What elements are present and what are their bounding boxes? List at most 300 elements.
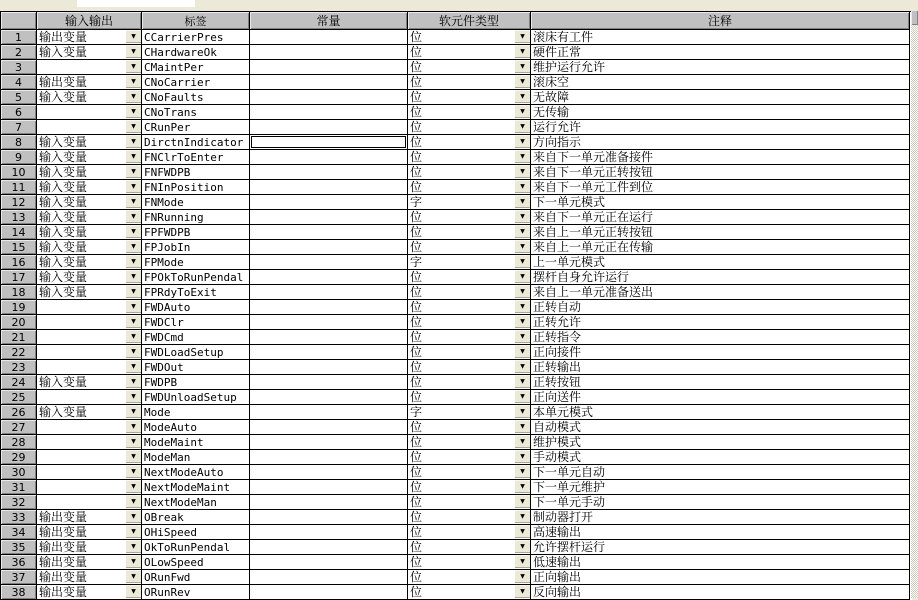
- io-cell[interactable]: [37, 495, 142, 510]
- comment-cell[interactable]: 正转自动: [531, 300, 910, 315]
- row-header[interactable]: 2: [1, 45, 37, 60]
- const-cell[interactable]: [250, 390, 408, 405]
- dropdown-arrow-icon[interactable]: ▼: [126, 420, 141, 433]
- label-cell[interactable]: FWDUnloadSetup: [142, 390, 250, 405]
- comment-cell[interactable]: 滚床有工件: [531, 30, 910, 45]
- type-cell[interactable]: 字 ▼: [408, 405, 531, 420]
- io-cell[interactable]: [37, 345, 142, 360]
- comment-cell[interactable]: 下一单元自动: [531, 465, 910, 480]
- const-cell[interactable]: [250, 540, 408, 555]
- dropdown-arrow-icon[interactable]: ▼: [126, 525, 141, 538]
- dropdown-arrow-icon[interactable]: ▼: [126, 570, 141, 583]
- comment-cell[interactable]: 正转按钮: [531, 375, 910, 390]
- dropdown-arrow-icon[interactable]: ▼: [515, 360, 530, 373]
- comment-cell[interactable]: 本单元模式: [531, 405, 910, 420]
- const-cell[interactable]: [250, 360, 408, 375]
- dropdown-arrow-icon[interactable]: ▼: [126, 255, 141, 268]
- type-cell[interactable]: 位 ▼: [408, 345, 531, 360]
- dropdown-arrow-icon[interactable]: ▼: [126, 465, 141, 478]
- const-cell[interactable]: [250, 135, 408, 150]
- row-header[interactable]: 7: [1, 120, 37, 135]
- type-cell[interactable]: 位 ▼: [408, 435, 531, 450]
- comment-cell[interactable]: 下一单元手动: [531, 495, 910, 510]
- row-header[interactable]: 20: [1, 315, 37, 330]
- io-cell[interactable]: 输入变量 ▼: [37, 45, 142, 60]
- type-cell[interactable]: 字 ▼: [408, 195, 531, 210]
- const-cell[interactable]: [250, 435, 408, 450]
- dropdown-arrow-icon[interactable]: ▼: [515, 270, 530, 283]
- comment-cell[interactable]: 来自上一单元正在传输: [531, 240, 910, 255]
- dropdown-arrow-icon[interactable]: ▼: [515, 390, 530, 403]
- label-cell[interactable]: CHardwareOk: [142, 45, 250, 60]
- dropdown-arrow-icon[interactable]: ▼: [126, 45, 141, 58]
- type-cell[interactable]: 位 ▼: [408, 60, 531, 75]
- row-header[interactable]: 3: [1, 60, 37, 75]
- type-cell[interactable]: 位 ▼: [408, 390, 531, 405]
- label-cell[interactable]: FWDCmd: [142, 330, 250, 345]
- const-cell[interactable]: [250, 330, 408, 345]
- label-cell[interactable]: FPRdyToExit: [142, 285, 250, 300]
- dropdown-arrow-icon[interactable]: ▼: [515, 300, 530, 313]
- row-header[interactable]: 6: [1, 105, 37, 120]
- comment-cell[interactable]: 摆杆自身允许运行: [531, 270, 910, 285]
- const-cell[interactable]: [250, 195, 408, 210]
- label-cell[interactable]: FNInPosition: [142, 180, 250, 195]
- row-header[interactable]: 17: [1, 270, 37, 285]
- io-cell[interactable]: 输入变量 ▼: [37, 135, 142, 150]
- io-cell[interactable]: 输入变量 ▼: [37, 225, 142, 240]
- comment-cell[interactable]: 正向接件: [531, 345, 910, 360]
- io-cell[interactable]: [37, 60, 142, 75]
- type-cell[interactable]: 位 ▼: [408, 90, 531, 105]
- dropdown-arrow-icon[interactable]: ▼: [515, 330, 530, 343]
- dropdown-arrow-icon[interactable]: ▼: [515, 420, 530, 433]
- label-cell[interactable]: FWDPB: [142, 375, 250, 390]
- row-header[interactable]: 25: [1, 390, 37, 405]
- label-cell[interactable]: OBreak: [142, 510, 250, 525]
- io-cell[interactable]: [37, 105, 142, 120]
- row-header[interactable]: 36: [1, 555, 37, 570]
- io-cell[interactable]: [37, 435, 142, 450]
- io-cell[interactable]: 输出变量 ▼: [37, 525, 142, 540]
- const-cell[interactable]: [250, 270, 408, 285]
- dropdown-arrow-icon[interactable]: ▼: [126, 120, 141, 133]
- label-cell[interactable]: FNRunning: [142, 210, 250, 225]
- const-cell[interactable]: [250, 375, 408, 390]
- const-cell[interactable]: [250, 75, 408, 90]
- label-cell[interactable]: FWDAuto: [142, 300, 250, 315]
- label-cell[interactable]: CRunPer: [142, 120, 250, 135]
- row-header[interactable]: 33: [1, 510, 37, 525]
- const-cell[interactable]: [250, 60, 408, 75]
- const-cell[interactable]: [250, 450, 408, 465]
- dropdown-arrow-icon[interactable]: ▼: [126, 315, 141, 328]
- comment-cell[interactable]: 正向输出: [531, 570, 910, 585]
- row-header[interactable]: 31: [1, 480, 37, 495]
- dropdown-arrow-icon[interactable]: ▼: [515, 585, 530, 598]
- type-cell[interactable]: 位 ▼: [408, 285, 531, 300]
- io-cell[interactable]: [37, 120, 142, 135]
- dropdown-arrow-icon[interactable]: ▼: [126, 360, 141, 373]
- dropdown-arrow-icon[interactable]: ▼: [515, 525, 530, 538]
- const-cell[interactable]: [250, 570, 408, 585]
- row-header[interactable]: 21: [1, 330, 37, 345]
- comment-cell[interactable]: 手动模式: [531, 450, 910, 465]
- dropdown-arrow-icon[interactable]: ▼: [515, 240, 530, 253]
- column-header-comment[interactable]: 注释: [531, 12, 910, 30]
- const-cell[interactable]: [250, 315, 408, 330]
- comment-cell[interactable]: 来自下一单元正在运行: [531, 210, 910, 225]
- type-cell[interactable]: 位 ▼: [408, 180, 531, 195]
- const-cell[interactable]: [250, 90, 408, 105]
- io-cell[interactable]: 输入变量 ▼: [37, 195, 142, 210]
- comment-cell[interactable]: 下一单元模式: [531, 195, 910, 210]
- type-cell[interactable]: 位 ▼: [408, 210, 531, 225]
- type-cell[interactable]: 位 ▼: [408, 555, 531, 570]
- dropdown-arrow-icon[interactable]: ▼: [126, 150, 141, 163]
- dropdown-arrow-icon[interactable]: ▼: [515, 540, 530, 553]
- comment-cell[interactable]: 正向送件: [531, 390, 910, 405]
- const-cell[interactable]: [250, 105, 408, 120]
- dropdown-arrow-icon[interactable]: ▼: [126, 165, 141, 178]
- dropdown-arrow-icon[interactable]: ▼: [515, 435, 530, 448]
- comment-cell[interactable]: 上一单元模式: [531, 255, 910, 270]
- dropdown-arrow-icon[interactable]: ▼: [126, 225, 141, 238]
- type-cell[interactable]: 位 ▼: [408, 75, 531, 90]
- dropdown-arrow-icon[interactable]: ▼: [515, 555, 530, 568]
- type-cell[interactable]: 位 ▼: [408, 450, 531, 465]
- dropdown-arrow-icon[interactable]: ▼: [515, 480, 530, 493]
- comment-cell[interactable]: 正转允许: [531, 315, 910, 330]
- dropdown-arrow-icon[interactable]: ▼: [126, 30, 141, 43]
- const-cell[interactable]: [250, 300, 408, 315]
- row-header[interactable]: 11: [1, 180, 37, 195]
- comment-cell[interactable]: 维护模式: [531, 435, 910, 450]
- const-cell[interactable]: [250, 225, 408, 240]
- type-cell[interactable]: 位 ▼: [408, 225, 531, 240]
- type-cell[interactable]: 位 ▼: [408, 165, 531, 180]
- io-cell[interactable]: [37, 360, 142, 375]
- io-cell[interactable]: 输入变量 ▼: [37, 240, 142, 255]
- dropdown-arrow-icon[interactable]: ▼: [515, 60, 530, 73]
- comment-cell[interactable]: 自动模式: [531, 420, 910, 435]
- io-cell[interactable]: [37, 465, 142, 480]
- comment-cell[interactable]: 无传输: [531, 105, 910, 120]
- comment-cell[interactable]: 低速输出: [531, 555, 910, 570]
- type-cell[interactable]: 位 ▼: [408, 30, 531, 45]
- io-cell[interactable]: 输出变量 ▼: [37, 510, 142, 525]
- label-cell[interactable]: FPOkToRunPendal: [142, 270, 250, 285]
- dropdown-arrow-icon[interactable]: ▼: [126, 300, 141, 313]
- dropdown-arrow-icon[interactable]: ▼: [126, 240, 141, 253]
- comment-cell[interactable]: 方向指示: [531, 135, 910, 150]
- row-header[interactable]: 32: [1, 495, 37, 510]
- label-cell[interactable]: CNoCarrier: [142, 75, 250, 90]
- row-header[interactable]: 10: [1, 165, 37, 180]
- comment-cell[interactable]: 高速输出: [531, 525, 910, 540]
- comment-cell[interactable]: 正转指令: [531, 330, 910, 345]
- io-cell[interactable]: 输出变量 ▼: [37, 75, 142, 90]
- type-cell[interactable]: 位 ▼: [408, 330, 531, 345]
- io-cell[interactable]: 输出变量 ▼: [37, 540, 142, 555]
- dropdown-arrow-icon[interactable]: ▼: [126, 90, 141, 103]
- type-cell[interactable]: 位 ▼: [408, 480, 531, 495]
- dropdown-arrow-icon[interactable]: ▼: [126, 540, 141, 553]
- type-cell[interactable]: 位 ▼: [408, 360, 531, 375]
- dropdown-arrow-icon[interactable]: ▼: [515, 180, 530, 193]
- io-cell[interactable]: [37, 450, 142, 465]
- type-cell[interactable]: 位 ▼: [408, 315, 531, 330]
- dropdown-arrow-icon[interactable]: ▼: [515, 75, 530, 88]
- io-cell[interactable]: 输入变量 ▼: [37, 210, 142, 225]
- io-cell[interactable]: 输入变量 ▼: [37, 150, 142, 165]
- const-cell[interactable]: [250, 120, 408, 135]
- label-cell[interactable]: CCarrierPres: [142, 30, 250, 45]
- dropdown-arrow-icon[interactable]: ▼: [515, 450, 530, 463]
- corner-header-cell[interactable]: [1, 12, 37, 30]
- type-cell[interactable]: 位 ▼: [408, 105, 531, 120]
- io-cell[interactable]: [37, 300, 142, 315]
- label-cell[interactable]: ORunFwd: [142, 570, 250, 585]
- label-cell[interactable]: ORunRev: [142, 585, 250, 600]
- dropdown-arrow-icon[interactable]: ▼: [515, 405, 530, 418]
- type-cell[interactable]: 位 ▼: [408, 270, 531, 285]
- row-header[interactable]: 22: [1, 345, 37, 360]
- row-header[interactable]: 9: [1, 150, 37, 165]
- comment-cell[interactable]: 来自下一单元准备接件: [531, 150, 910, 165]
- dropdown-arrow-icon[interactable]: ▼: [515, 210, 530, 223]
- const-cell[interactable]: [250, 45, 408, 60]
- comment-cell[interactable]: 反向输出: [531, 585, 910, 600]
- dropdown-arrow-icon[interactable]: ▼: [515, 510, 530, 523]
- const-cell[interactable]: [250, 255, 408, 270]
- label-cell[interactable]: NextModeAuto: [142, 465, 250, 480]
- row-header[interactable]: 16: [1, 255, 37, 270]
- dropdown-arrow-icon[interactable]: ▼: [515, 30, 530, 43]
- type-cell[interactable]: 位 ▼: [408, 540, 531, 555]
- dropdown-arrow-icon[interactable]: ▼: [126, 510, 141, 523]
- comment-cell[interactable]: 来自上一单元正转按钮: [531, 225, 910, 240]
- dropdown-arrow-icon[interactable]: ▼: [126, 480, 141, 493]
- column-header-const[interactable]: 常量: [250, 12, 408, 30]
- dropdown-arrow-icon[interactable]: ▼: [515, 90, 530, 103]
- row-header[interactable]: 8: [1, 135, 37, 150]
- label-cell[interactable]: NextModeMaint: [142, 480, 250, 495]
- vertical-scrollbar[interactable]: [911, 10, 918, 598]
- io-cell[interactable]: 输出变量 ▼: [37, 30, 142, 45]
- row-header[interactable]: 19: [1, 300, 37, 315]
- comment-cell[interactable]: 硬件正常: [531, 45, 910, 60]
- label-cell[interactable]: CNoFaults: [142, 90, 250, 105]
- dropdown-arrow-icon[interactable]: ▼: [126, 105, 141, 118]
- label-cell[interactable]: Mode: [142, 405, 250, 420]
- label-cell[interactable]: CNoTrans: [142, 105, 250, 120]
- io-cell[interactable]: [37, 480, 142, 495]
- type-cell[interactable]: 位 ▼: [408, 420, 531, 435]
- const-cell[interactable]: [250, 420, 408, 435]
- row-header[interactable]: 24: [1, 375, 37, 390]
- dropdown-arrow-icon[interactable]: ▼: [515, 105, 530, 118]
- type-cell[interactable]: 位 ▼: [408, 510, 531, 525]
- dropdown-arrow-icon[interactable]: ▼: [515, 285, 530, 298]
- label-cell[interactable]: FPFWDPB: [142, 225, 250, 240]
- io-cell[interactable]: 输入变量 ▼: [37, 255, 142, 270]
- comment-cell[interactable]: 制动器打开: [531, 510, 910, 525]
- label-cell[interactable]: FNMode: [142, 195, 250, 210]
- const-cell[interactable]: [250, 465, 408, 480]
- const-cell[interactable]: [250, 180, 408, 195]
- comment-cell[interactable]: 来自上一单元准备送出: [531, 285, 910, 300]
- comment-cell[interactable]: 滚床空: [531, 75, 910, 90]
- const-cell[interactable]: [250, 285, 408, 300]
- dropdown-arrow-icon[interactable]: ▼: [126, 435, 141, 448]
- type-cell[interactable]: 位 ▼: [408, 300, 531, 315]
- const-cell[interactable]: [250, 495, 408, 510]
- io-cell[interactable]: 输入变量 ▼: [37, 180, 142, 195]
- label-cell[interactable]: OLowSpeed: [142, 555, 250, 570]
- row-header[interactable]: 29: [1, 450, 37, 465]
- row-header[interactable]: 27: [1, 420, 37, 435]
- label-cell[interactable]: FNClrToEnter: [142, 150, 250, 165]
- const-cell[interactable]: [250, 480, 408, 495]
- dropdown-arrow-icon[interactable]: ▼: [126, 390, 141, 403]
- row-header[interactable]: 13: [1, 210, 37, 225]
- type-cell[interactable]: 字 ▼: [408, 255, 531, 270]
- dropdown-arrow-icon[interactable]: ▼: [515, 570, 530, 583]
- row-header[interactable]: 38: [1, 585, 37, 600]
- row-header[interactable]: 30: [1, 465, 37, 480]
- row-header[interactable]: 5: [1, 90, 37, 105]
- dropdown-arrow-icon[interactable]: ▼: [515, 135, 530, 148]
- row-header[interactable]: 14: [1, 225, 37, 240]
- type-cell[interactable]: 位 ▼: [408, 135, 531, 150]
- dropdown-arrow-icon[interactable]: ▼: [126, 450, 141, 463]
- type-cell[interactable]: 位 ▼: [408, 495, 531, 510]
- label-cell[interactable]: DirctnIndicator: [142, 135, 250, 150]
- io-cell[interactable]: 输出变量 ▼: [37, 555, 142, 570]
- comment-cell[interactable]: 正转输出: [531, 360, 910, 375]
- comment-cell[interactable]: 来自下一单元工件到位: [531, 180, 910, 195]
- const-cell[interactable]: [250, 345, 408, 360]
- label-cell[interactable]: OHiSpeed: [142, 525, 250, 540]
- dropdown-arrow-icon[interactable]: ▼: [515, 45, 530, 58]
- dropdown-arrow-icon[interactable]: ▼: [126, 75, 141, 88]
- comment-cell[interactable]: 下一单元维护: [531, 480, 910, 495]
- label-cell[interactable]: OkToRunPendal: [142, 540, 250, 555]
- io-cell[interactable]: 输出变量 ▼: [37, 570, 142, 585]
- row-header[interactable]: 12: [1, 195, 37, 210]
- comment-cell[interactable]: 无故障: [531, 90, 910, 105]
- dropdown-arrow-icon[interactable]: ▼: [126, 210, 141, 223]
- dropdown-arrow-icon[interactable]: ▼: [126, 270, 141, 283]
- row-header[interactable]: 15: [1, 240, 37, 255]
- row-header[interactable]: 1: [1, 30, 37, 45]
- const-cell[interactable]: [250, 210, 408, 225]
- const-cell[interactable]: [250, 165, 408, 180]
- row-header[interactable]: 37: [1, 570, 37, 585]
- dropdown-arrow-icon[interactable]: ▼: [126, 330, 141, 343]
- io-cell[interactable]: 输入变量 ▼: [37, 285, 142, 300]
- dropdown-arrow-icon[interactable]: ▼: [126, 555, 141, 568]
- const-cell[interactable]: [250, 510, 408, 525]
- comment-cell[interactable]: 运行允许: [531, 120, 910, 135]
- row-header[interactable]: 26: [1, 405, 37, 420]
- dropdown-arrow-icon[interactable]: ▼: [515, 495, 530, 508]
- dropdown-arrow-icon[interactable]: ▼: [515, 375, 530, 388]
- const-cell[interactable]: [250, 405, 408, 420]
- comment-cell[interactable]: 维护运行允许: [531, 60, 910, 75]
- type-cell[interactable]: 位 ▼: [408, 465, 531, 480]
- label-cell[interactable]: FWDLoadSetup: [142, 345, 250, 360]
- dropdown-arrow-icon[interactable]: ▼: [126, 375, 141, 388]
- io-cell[interactable]: [37, 390, 142, 405]
- label-cell[interactable]: FPMode: [142, 255, 250, 270]
- dropdown-arrow-icon[interactable]: ▼: [515, 165, 530, 178]
- dropdown-arrow-icon[interactable]: ▼: [126, 135, 141, 148]
- row-header[interactable]: 23: [1, 360, 37, 375]
- column-header-io[interactable]: 输入输出: [37, 12, 142, 30]
- label-cell[interactable]: NextModeMan: [142, 495, 250, 510]
- label-cell[interactable]: FNFWDPB: [142, 165, 250, 180]
- dropdown-arrow-icon[interactable]: ▼: [515, 225, 530, 238]
- label-cell[interactable]: ModeMaint: [142, 435, 250, 450]
- dropdown-arrow-icon[interactable]: ▼: [126, 180, 141, 193]
- const-cell[interactable]: [250, 30, 408, 45]
- comment-cell[interactable]: 来自下一单元正转按钮: [531, 165, 910, 180]
- type-cell[interactable]: 位 ▼: [408, 585, 531, 600]
- dropdown-arrow-icon[interactable]: ▼: [126, 495, 141, 508]
- label-cell[interactable]: FPJobIn: [142, 240, 250, 255]
- const-cell[interactable]: [250, 150, 408, 165]
- const-cell[interactable]: [250, 525, 408, 540]
- dropdown-arrow-icon[interactable]: ▼: [515, 120, 530, 133]
- label-cell[interactable]: CMaintPer: [142, 60, 250, 75]
- type-cell[interactable]: 位 ▼: [408, 570, 531, 585]
- io-cell[interactable]: 输入变量 ▼: [37, 405, 142, 420]
- column-header-label[interactable]: 标签: [142, 12, 250, 30]
- dropdown-arrow-icon[interactable]: ▼: [126, 405, 141, 418]
- comment-cell[interactable]: 允许摆杆运行: [531, 540, 910, 555]
- dropdown-arrow-icon[interactable]: ▼: [126, 60, 141, 73]
- dropdown-arrow-icon[interactable]: ▼: [515, 345, 530, 358]
- column-header-type[interactable]: 软元件类型: [408, 12, 531, 30]
- label-cell[interactable]: FWDClr: [142, 315, 250, 330]
- io-cell[interactable]: [37, 330, 142, 345]
- row-header[interactable]: 18: [1, 285, 37, 300]
- dropdown-arrow-icon[interactable]: ▼: [515, 255, 530, 268]
- dropdown-arrow-icon[interactable]: ▼: [515, 465, 530, 478]
- row-header[interactable]: 28: [1, 435, 37, 450]
- type-cell[interactable]: 位 ▼: [408, 45, 531, 60]
- type-cell[interactable]: 位 ▼: [408, 525, 531, 540]
- label-cell[interactable]: ModeMan: [142, 450, 250, 465]
- row-header[interactable]: 35: [1, 540, 37, 555]
- io-cell[interactable]: [37, 315, 142, 330]
- type-cell[interactable]: 位 ▼: [408, 375, 531, 390]
- row-header[interactable]: 34: [1, 525, 37, 540]
- scrollbar-thumb[interactable]: [911, 10, 918, 25]
- dropdown-arrow-icon[interactable]: ▼: [515, 150, 530, 163]
- type-cell[interactable]: 位 ▼: [408, 120, 531, 135]
- label-cell[interactable]: ModeAuto: [142, 420, 250, 435]
- io-cell[interactable]: 输入变量 ▼: [37, 270, 142, 285]
- dropdown-arrow-icon[interactable]: ▼: [126, 195, 141, 208]
- dropdown-arrow-icon[interactable]: ▼: [515, 195, 530, 208]
- io-cell[interactable]: 输出变量 ▼: [37, 585, 142, 600]
- const-cell[interactable]: [250, 555, 408, 570]
- dropdown-arrow-icon[interactable]: ▼: [515, 315, 530, 328]
- io-cell[interactable]: [37, 420, 142, 435]
